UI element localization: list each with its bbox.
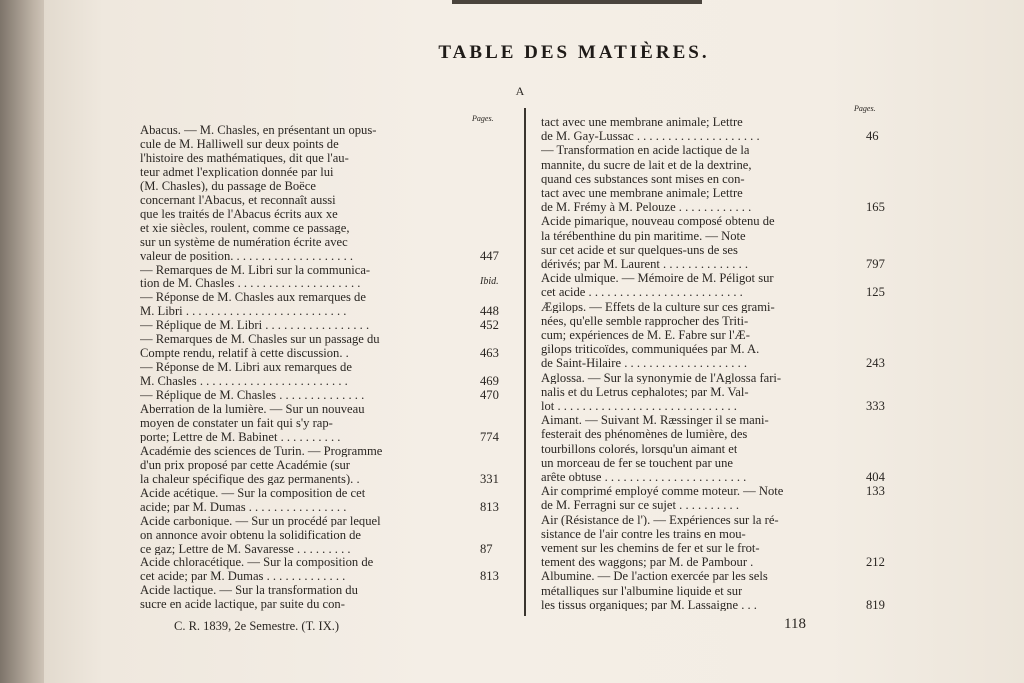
page-title: TABLE DES MATIÈRES.: [438, 42, 710, 63]
right-entry-line: la térébenthine du pin maritime. — Note: [541, 229, 746, 243]
right-entry-line: Ægilops. — Effets de la culture sur ces grami-: [541, 300, 775, 314]
left-pages-label: Pages.: [472, 114, 494, 123]
right-entry-page-number: 243: [866, 356, 885, 371]
left-entry-page-number: 87: [480, 541, 493, 556]
left-entry-line: porte; Lettre de M. Babinet . . . . . . . . . .: [140, 430, 341, 444]
left-entry-line: d'un prix proposé par cette Académie (sur: [140, 458, 350, 472]
right-entry-line: Air (Résistance de l'). — Expériences sur la ré-: [541, 513, 779, 527]
right-entry-page-number: 404: [866, 470, 885, 484]
header-rule: [452, 0, 702, 4]
right-entry-line: nées, qu'elle semble rapprocher des Triti-: [541, 314, 749, 328]
left-entry-line: et xie siècles, roulent, comme ce passage,: [140, 221, 350, 235]
left-entry-line: moyen de constater un fait qui s'y rap-: [140, 416, 333, 430]
left-entry-page-number: 469: [480, 374, 499, 389]
left-entry-line: cet acide; par M. Dumas . . . . . . . . . . . . .: [140, 570, 346, 583]
left-entry-page-number: 470: [480, 388, 499, 403]
right-entry-line: arête obtuse . . . . . . . . . . . . . . . . . . . . . . .: [541, 471, 747, 484]
left-entry-line: concernant l'Abacus, et reconnaît aussi: [140, 193, 336, 207]
left-entry-line: Acide carbonique. — Sur un procédé par lequel: [140, 514, 381, 528]
right-entry-line: de M. Frémy à M. Pelouze . . . . . . . . . . . .: [541, 201, 752, 214]
right-entry-line: un morceau de fer se touchent par une: [541, 456, 733, 470]
left-entry-page-number: 813: [480, 569, 499, 584]
right-entry-line: tement des waggons; par M. de Pambour .: [541, 556, 754, 569]
footer-page-number: 118: [784, 616, 806, 632]
right-entry-page-number: 797: [866, 257, 885, 271]
right-entry-line: tact avec une membrane animale; Lettre: [541, 116, 743, 129]
left-entry-line: on annonce avoir obtenu la solidification de: [140, 528, 362, 542]
right-entry-line: mannite, du sucre de lait et de la dextrine,: [541, 158, 752, 172]
right-entry-page-number: 125: [866, 285, 885, 300]
left-entry-line: ce gaz; Lettre de M. Savaresse . . . . . . . . .: [140, 542, 351, 556]
left-entry-line: Acide chloracétique. — Sur la composition de: [140, 556, 374, 570]
right-entry-line: de M. Ferragni sur ce sujet . . . . . . . . . .: [541, 499, 739, 512]
right-entry-line: quand ces substances sont mises en con-: [541, 172, 745, 186]
column-divider: [524, 108, 526, 616]
left-entry-line: — Réplique de M. Chasles . . . . . . . . . . . . . .: [140, 389, 365, 402]
left-entry-line: sucre en acide lactique, par suite du con-: [140, 598, 345, 611]
left-entry-line: Abacus. — M. Chasles, en présentant un opus-: [140, 124, 377, 137]
left-entry-line: M. Libri . . . . . . . . . . . . . . . . . . . . . . . . . .: [140, 305, 347, 318]
right-entry-line: nalis et du Letrus cephalotes; par M. Val-: [541, 385, 749, 399]
left-entry-line: M. Chasles . . . . . . . . . . . . . . . . . . . . . . . .: [140, 375, 348, 388]
left-entry-page-number: 331: [480, 471, 499, 486]
right-entry-line: cet acide . . . . . . . . . . . . . . . . . . . . . . . . .: [541, 286, 743, 299]
right-entry-line: de Saint-Hilaire . . . . . . . . . . . . . . . . . . . .: [541, 357, 748, 370]
left-entry-line: — Réponse de M. Libri aux remarques de: [140, 361, 352, 374]
right-entry-line: sistance de l'air contre les trains en mou-: [541, 527, 746, 541]
right-entry-line: métalliques sur l'albumine liquide et sur: [541, 584, 743, 598]
right-entry-line: dérivés; par M. Laurent . . . . . . . . . . . . . .: [541, 258, 749, 271]
right-entry-line: les tissus organiques; par M. Lassaigne . . .: [541, 598, 757, 612]
left-entry-line: tion de M. Chasles . . . . . . . . . . . . . . . . . . . .: [140, 277, 361, 291]
right-entry-line: tourbillons colorés, lorsqu'un aimant et: [541, 442, 738, 456]
section-letter: A: [515, 84, 525, 98]
right-entry-line: festerait des phénomènes de lumière, des: [541, 428, 748, 441]
right-entry-line: vement sur les chemins de fer et sur le frot-: [541, 542, 760, 555]
left-entry-line: — Réponse de M. Chasles aux remarques de: [140, 291, 366, 304]
left-entry-line: — Remarques de M. Libri sur la communica-: [140, 263, 371, 277]
right-pages-label: Pages.: [854, 104, 876, 113]
left-entry-line: sur un système de numération écrite avec: [140, 235, 348, 249]
right-entry-line: Aglossa. — Sur la synonymie de l'Aglossa fari-: [541, 371, 782, 385]
left-entry-line: Acide lactique. — Sur la transformation du: [140, 584, 358, 597]
right-entry-line: cum; expériences de M. E. Fabre sur l'Æ-: [541, 329, 750, 342]
left-entry-page-number: Ibid.: [480, 276, 499, 288]
left-entry-line: Académie des sciences de Turin. — Programme: [140, 444, 383, 458]
right-entry-line: lot . . . . . . . . . . . . . . . . . . . . . . . . . . . . .: [541, 400, 737, 413]
right-entry-line: Air comprimé employé comme moteur. — Note: [541, 485, 784, 498]
left-entry-line: l'histoire des mathématiques, dit que l'au-: [140, 151, 349, 165]
left-entry-page-number: 447: [480, 248, 499, 263]
left-entry-line: — Réplique de M. Libri . . . . . . . . . . . . . . . . .: [140, 319, 370, 332]
left-entry-line: teur admet l'explication donnée par lui: [140, 165, 334, 179]
right-entry-line: de M. Gay-Lussac . . . . . . . . . . . . . . . . . . . .: [541, 130, 760, 143]
right-entry-line: sur cet acide et sur quelques-uns de ses: [541, 243, 738, 257]
left-entry-line: la chaleur spécifique des gaz permanents). .: [140, 472, 360, 486]
left-entry-line: Acide acétique. — Sur la composition de cet: [140, 486, 366, 500]
left-entry-page-number: 774: [480, 429, 499, 444]
left-entry-line: acide; par M. Dumas . . . . . . . . . . . . . . . .: [140, 500, 347, 514]
right-entry-page-number: 333: [866, 399, 885, 413]
left-entry-line: valeur de position. . . . . . . . . . . . . . . . . . . .: [140, 249, 354, 263]
right-entry-line: Aimant. — Suivant M. Ræssinger il se mani-: [541, 414, 769, 427]
footer-volume: C. R. 1839, 2e Semestre. (T. IX.): [174, 619, 340, 633]
right-entry-page-number: 46: [866, 129, 879, 144]
left-entry-page-number: 452: [480, 318, 499, 333]
left-entry-line: cule de M. Halliwell sur deux points de: [140, 137, 339, 151]
right-entry-line: Acide ulmique. — Mémoire de M. Péligot sur: [541, 272, 774, 285]
right-entry-page-number: 165: [866, 200, 885, 215]
right-entry-line: tact avec une membrane animale; Lettre: [541, 187, 743, 200]
right-entry-line: — Transformation en acide lactique de la: [541, 144, 750, 157]
right-entry-page-number: 819: [866, 597, 885, 612]
left-entry-line: Compte rendu, relatif à cette discussion. .: [140, 347, 349, 360]
right-entry-line: gilops triticoïdes, communiquées par M. A.: [541, 343, 760, 356]
right-entry-page-number: 212: [866, 555, 885, 570]
left-entry-page-number: 448: [480, 304, 499, 319]
right-entry-page-number: 133: [866, 484, 885, 499]
left-entry-line: que les traités de l'Abacus écrits aux xe: [140, 207, 338, 221]
right-entry-line: Albumine. — De l'action exercée par les sels: [541, 570, 768, 583]
left-entry-line: — Remarques de M. Chasles sur un passage du: [140, 333, 380, 346]
right-entry-line: Acide pimarique, nouveau composé obtenu de: [541, 215, 775, 228]
left-entry-line: Aberration de la lumière. — Sur un nouveau: [140, 403, 365, 416]
left-entry-line: (M. Chasles), du passage de Boëce: [140, 179, 316, 193]
left-entry-page-number: 813: [480, 499, 499, 514]
book-page: [44, 0, 1024, 683]
left-entry-page-number: 463: [480, 346, 499, 361]
